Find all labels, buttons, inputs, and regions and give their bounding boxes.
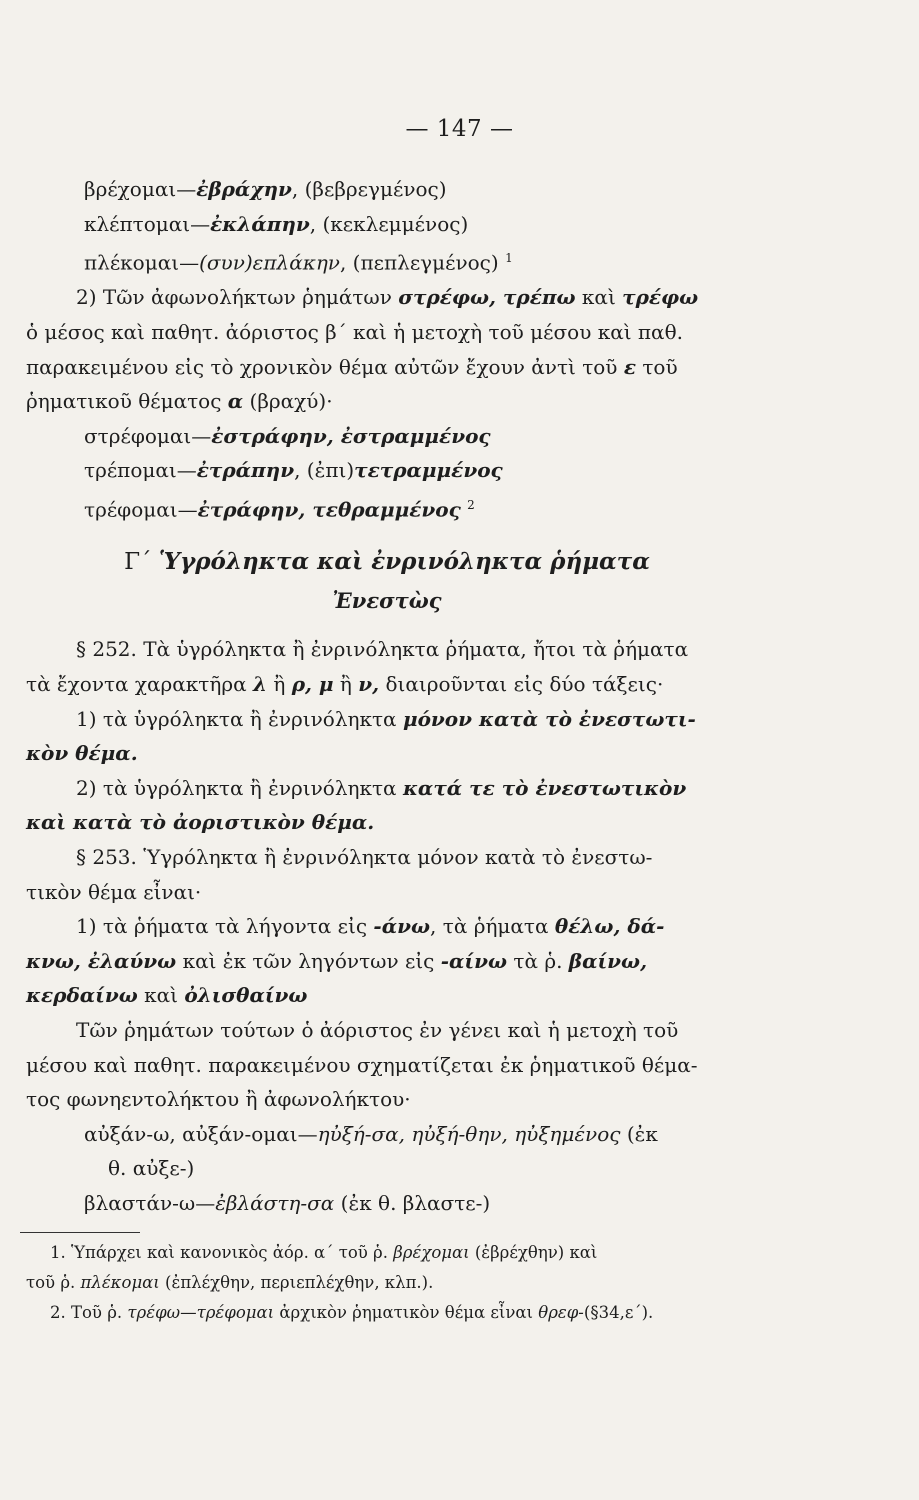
text-line: στρέφομαι—ἐστράφην, ἐστραμμένος — [84, 423, 491, 448]
main-text — [26, 172, 748, 1221]
text-line: αὐξάν-ω, αὐξάν-ομαι—ηὐξή-σα, ηὐξή-θην, ηὐξημένος (ἐκ — [84, 1121, 658, 1146]
footnote-continuation: τοῦ ῥ. πλέκομαι (ἐπλέχθην, περιεπλέχθην, κλπ.). — [26, 1273, 434, 1292]
page-number: — 147 — — [405, 116, 514, 142]
footnotes — [26, 1238, 748, 1328]
section-heading: Γ΄ Ὑγρόληκτα καὶ ἐνρινόληκτα ῥήματα — [124, 548, 650, 576]
text-line: πλέκομαι—(συν)επλάκην, (πεπλεγμένος) $^1$ — [84, 250, 513, 275]
text-line: τρέπομαι—ἐτράπην, (ἐπι)τετραμμένος — [84, 458, 503, 483]
footnote-marker: 1 — [505, 251, 513, 266]
text-line: τρέφομαι—ἐτράφην, τεθραμμένος $^2$ — [84, 497, 475, 522]
text-line: ῥηματικοῦ θέματος α (βραχύ)· — [26, 389, 333, 414]
text-line: κερδαίνω καὶ ὀλισθαίνω — [26, 983, 308, 1008]
text-line: θ. αὐξε-) — [108, 1156, 195, 1181]
text-line: τος φωνηεντολήκτου ἢ ἀφωνολήκτου· — [26, 1087, 411, 1112]
text-line: § 253. Ὑγρόληκτα ἢ ἐνρινόληκτα μόνον κατὰ τὸ ἐνεστω- — [76, 845, 653, 869]
text-line: κνω, ἐλαύνω καὶ ἐκ τῶν ληγόντων εἰς -αίνω τὰ ῥ. βαίνω, — [26, 948, 648, 973]
text-line: Τῶν ῥημάτων τούτων ὁ ἀόριστος ἐν γένει καὶ ἡ μετοχὴ τοῦ — [76, 1017, 679, 1042]
text-line: καὶ κατὰ τὸ ἀοριστικὸν θέμα. — [26, 810, 375, 835]
text-line: 1) τὰ ῥήματα τὰ λήγοντα εἰς -άνω, τὰ ῥήματα θέλω, δά- — [76, 914, 665, 939]
text-line: βλαστάν-ω—ἐβλάστη-σα (ἐκ θ. βλαστε-) — [84, 1190, 491, 1215]
text-line: 2) τὰ ὑγρόληκτα ἢ ἐνρινόληκτα κατά τε τὸ ἐνεστωτικὸν — [76, 775, 687, 800]
text-line: τὰ ἔχοντα χαρακτῆρα λ ἢ ρ, μ ἢ ν, διαιροῦνται εἰς δύο τάξεις· — [26, 672, 664, 697]
text-line: παρακειμένου εἰς τὸ χρονικὸν θέμα αὐτῶν ἔχουν ἀντὶ τοῦ ε τοῦ — [26, 354, 678, 379]
footnote: 1. Ὑπάρχει καὶ κανονικὸς ἀόρ. α΄ τοῦ ῥ. βρέχομαι (ἐβρέχθην) καὶ — [50, 1243, 598, 1262]
footnote-marker: 2 — [467, 498, 475, 512]
text-line: μέσου καὶ παθητ. παρακειμένου σχηματίζεται ἐκ ῥηματικοῦ θέμα- — [26, 1052, 698, 1077]
text-line: κλέπτομαι—ἐκλάπην, (κεκλεμμένος) — [84, 211, 469, 236]
text-line: βρέχομαι—ἐβράχην, (βεβρεγμένος) — [84, 177, 447, 201]
text-line: κὸν θέμα. — [26, 741, 138, 766]
section-subheading: Ἐνεστὼς — [332, 587, 442, 613]
footnote: 2. Τοῦ ῥ. τρέφω—τρέφομαι ἀρχικὸν ῥηματικὸν θέμα εἶναι θρεφ-(§34,ε΄). — [50, 1303, 654, 1322]
text-line: ὁ μέσος καὶ παθητ. ἀόριστος β΄ καὶ ἡ μετοχὴ τοῦ μέσου καὶ παθ. — [26, 320, 683, 345]
text-line: 2) Τῶν ἀφωνολήκτων ῥημάτων στρέφω, τρέπω καὶ τρέφω — [76, 285, 699, 310]
text-line: 1) τὰ ὑγρόληκτα ἢ ἐνρινόληκτα μόνον κατὰ τὸ ἐνεστωτι- — [76, 706, 696, 731]
text-line: τικὸν θέμα εἶναι· — [26, 879, 202, 904]
text-line: § 252. Τὰ ὑγρόληκτα ἢ ἐνρινόληκτα ῥήματα, ἤτοι τὰ ῥήματα — [76, 637, 689, 662]
footnote-divider — [20, 1232, 140, 1233]
